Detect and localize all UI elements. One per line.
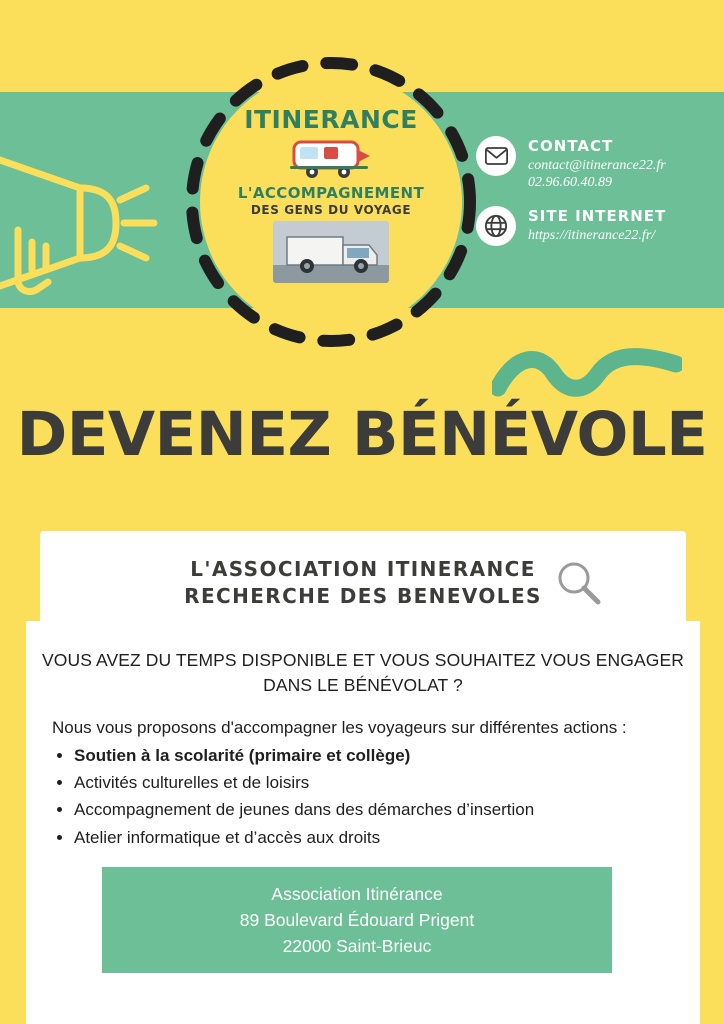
card-title-line-2: RECHERCHE DES BENEVOLES — [184, 584, 542, 608]
address-line-2: 89 Boulevard Édouard Prigent — [239, 909, 475, 930]
contact-row-website — [476, 206, 716, 246]
megaphone-icon — [0, 130, 178, 300]
logo-subtitle-2: DES GENS DU VOYAGE — [250, 203, 412, 217]
contact-row-email — [476, 136, 716, 192]
page-title: DEVENEZ BÉNÉVOLE — [16, 399, 708, 470]
address-box — [102, 867, 612, 973]
van-photo — [273, 221, 389, 283]
intro-line-2: DANS LE BÉNÉVOLAT ? — [263, 675, 463, 696]
brush-stroke-decoration — [492, 348, 682, 404]
caravan-icon — [286, 134, 376, 182]
logo-subtitle-1: L'ACCOMPAGNEMENT — [237, 184, 425, 202]
contact-email[interactable]: contact@itinerance22.fr — [528, 158, 666, 173]
website-heading: SITE INTERNET — [528, 206, 667, 225]
address-line-3: 22000 Saint-Brieuc — [282, 936, 432, 957]
card-title-line-1: L'ASSOCIATION ITINERANCE — [190, 557, 536, 581]
contact-phone[interactable]: 02.96.60.40.89 — [528, 174, 612, 190]
intro-text — [40, 648, 686, 699]
actions-list — [52, 742, 714, 851]
logo-badge — [200, 71, 462, 333]
magnifier-icon — [552, 556, 604, 608]
globe-icon — [476, 206, 516, 246]
address-line-1: Association Itinérance — [271, 883, 443, 904]
intro-line-1: VOUS AVEZ DU TEMPS DISPONIBLE ET VOUS SOUHAITEZ VOUS ENGAGER — [42, 650, 684, 670]
list-item: • Soutien à la scolarité (primaire et collège) — [74, 742, 714, 769]
propose-text: Nous vous proposons d'accompagner les voyageurs sur différentes actions : — [52, 718, 627, 737]
envelope-icon — [476, 136, 516, 176]
contact-block — [476, 136, 716, 260]
list-item: • Atelier informatique et d’accès aux droits — [74, 824, 714, 851]
contact-heading: CONTACT — [528, 137, 614, 155]
list-item: • Activités culturelles et de loisirs — [74, 769, 714, 796]
logo-title: ITINERANCE — [244, 105, 418, 134]
list-item: • Accompagnement de jeunes dans des démarches d’insertion — [74, 796, 714, 823]
website-url[interactable]: https://itinerance22.fr/ — [528, 227, 656, 243]
